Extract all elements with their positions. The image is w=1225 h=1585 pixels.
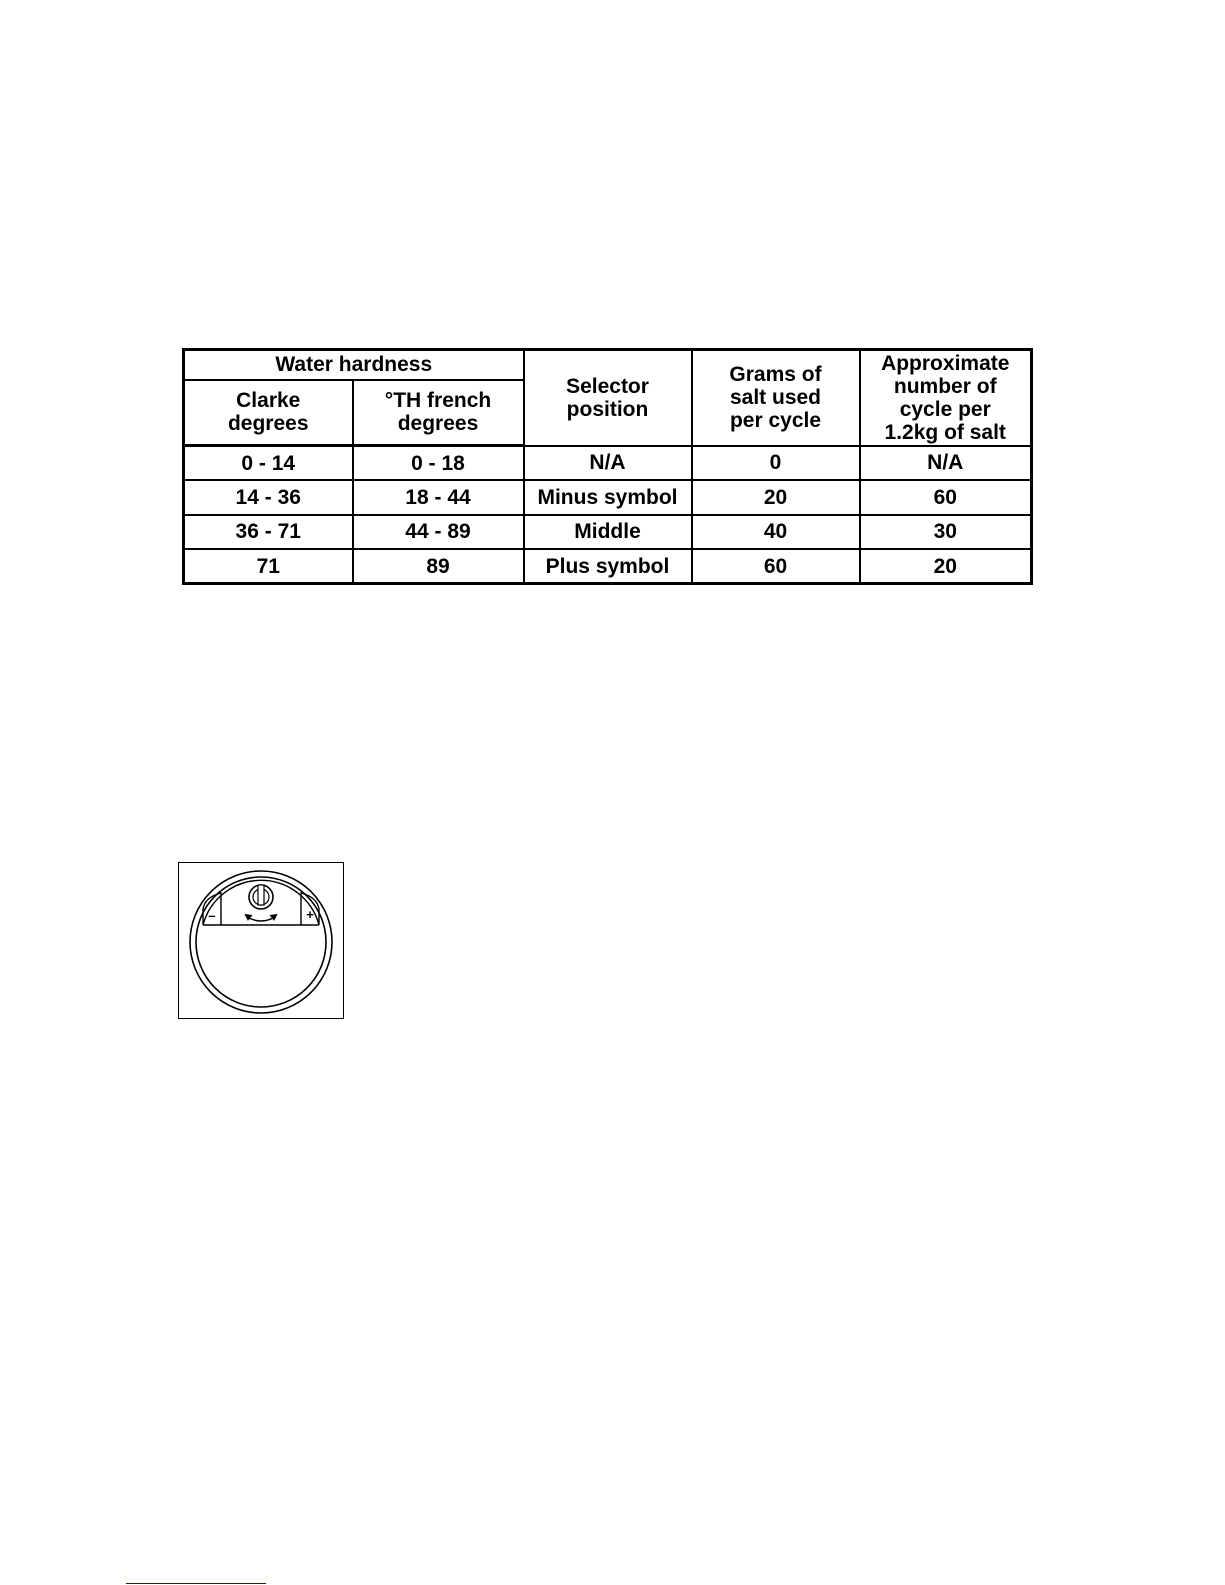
table-row — [184, 549, 1032, 584]
header-selector-position: Selector position — [524, 350, 692, 446]
cell-grams: 60 — [692, 549, 860, 584]
cell-clarke: 0 - 14 — [184, 446, 353, 481]
cell-selector: Minus symbol — [524, 480, 692, 515]
cell-selector: N/A — [524, 446, 692, 481]
selector-dial-illustration — [178, 862, 344, 1019]
cell-selector: Plus symbol — [524, 549, 692, 584]
cell-cycles: 30 — [860, 515, 1032, 550]
cell-french: 44 - 89 — [353, 515, 524, 550]
water-hardness-table — [182, 348, 1033, 585]
cell-grams: 20 — [692, 480, 860, 515]
cell-cycles: N/A — [860, 446, 1032, 481]
cell-cycles: 20 — [860, 549, 1032, 584]
header-grams-salt: Grams of salt used per cycle — [692, 350, 860, 446]
cell-french: 0 - 18 — [353, 446, 524, 481]
table-row — [184, 446, 1032, 481]
cell-clarke: 71 — [184, 549, 353, 584]
cell-grams: 40 — [692, 515, 860, 550]
cell-cycles: 60 — [860, 480, 1032, 515]
cell-clarke: 14 - 36 — [184, 480, 353, 515]
cell-french: 18 - 44 — [353, 480, 524, 515]
table-row — [184, 515, 1032, 550]
plus-symbol: + — [306, 907, 314, 922]
footnote-separator — [126, 1583, 266, 1584]
cell-grams: 0 — [692, 446, 860, 481]
header-french-degrees: °TH french degrees — [353, 380, 524, 446]
table-row — [184, 480, 1032, 515]
cell-selector: Middle — [524, 515, 692, 550]
minus-symbol: – — [208, 908, 216, 923]
header-clarke-degrees: Clarke degrees — [184, 380, 353, 446]
header-water-hardness: Water hardness — [184, 350, 524, 380]
header-approx-cycles: Approximate number of cycle per 1.2kg of salt — [860, 350, 1032, 446]
cell-clarke: 36 - 71 — [184, 515, 353, 550]
selector-dial-icon — [179, 863, 343, 1018]
cell-french: 89 — [353, 549, 524, 584]
